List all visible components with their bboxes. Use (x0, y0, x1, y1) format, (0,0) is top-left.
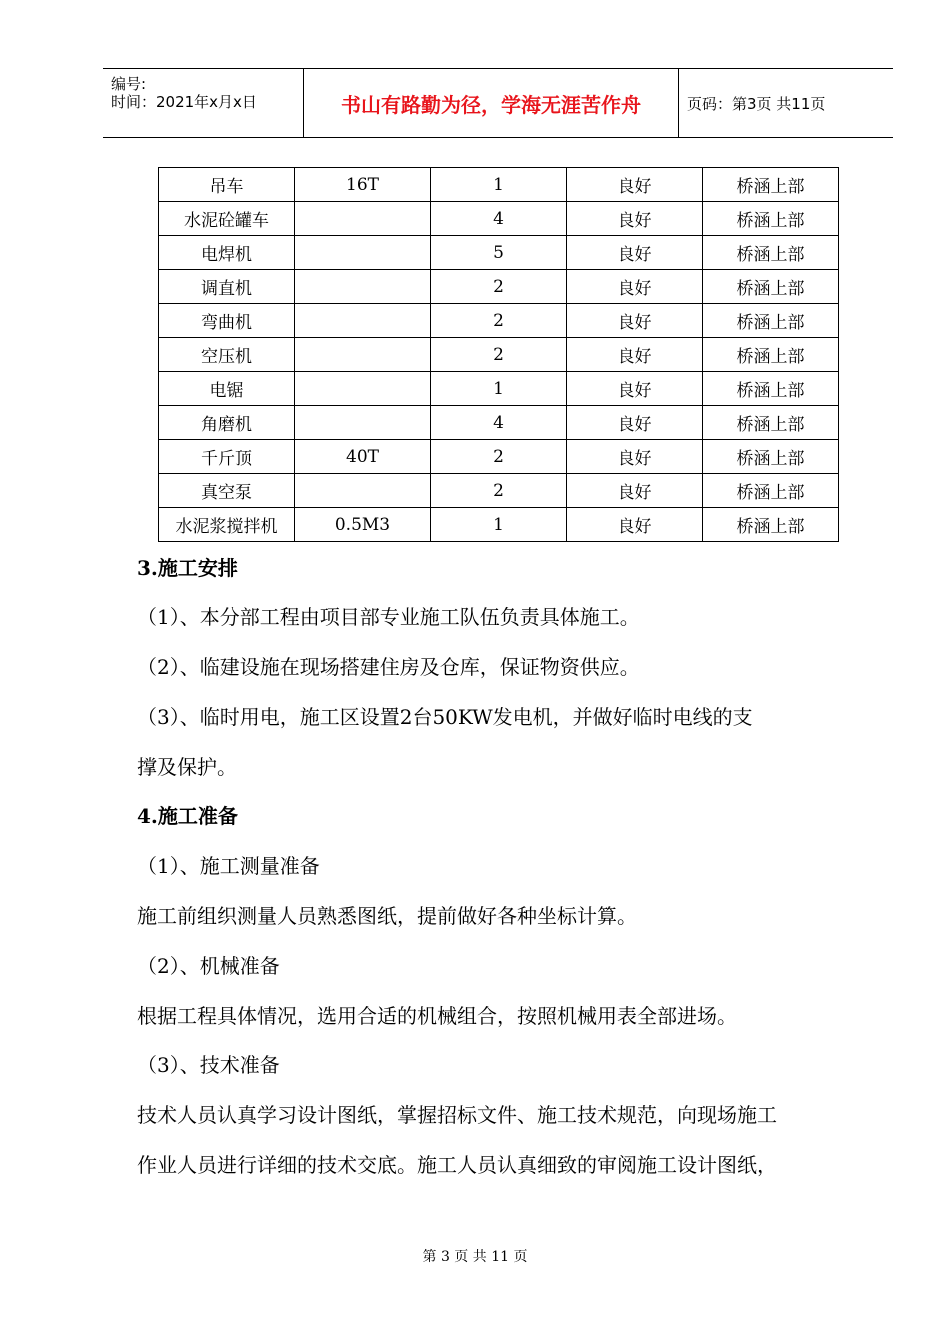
table-cell: 4 (431, 406, 567, 440)
table-cell: 桥涵上部 (703, 304, 839, 338)
section-4-text-1: 施工前组织测量人员熟悉图纸，提前做好各种坐标计算。 (137, 904, 637, 928)
table-cell: 空压机 (159, 338, 295, 372)
section-3-item-2: （2）、临建设施在现场搭建住房及仓库，保证物资供应。 (137, 655, 640, 679)
section-4-title: 4.施工准备 (137, 804, 238, 828)
table-cell: 良好 (567, 202, 703, 236)
table-cell (295, 406, 431, 440)
table-cell: 1 (431, 168, 567, 202)
section-4-text-3-line-1: 技术人员认真学习设计图纸，掌握招标文件、施工技术规范，向现场施工 (137, 1103, 777, 1127)
table-row (159, 202, 839, 236)
table-row (159, 440, 839, 474)
table-cell: 真空泵 (159, 474, 295, 508)
table-cell: 桥涵上部 (703, 372, 839, 406)
table-cell (295, 236, 431, 270)
table-cell: 良好 (567, 440, 703, 474)
table-cell: 40T (295, 440, 431, 474)
table-cell: 千斤顶 (159, 440, 295, 474)
table-cell: 桥涵上部 (703, 440, 839, 474)
table-cell (295, 202, 431, 236)
table-cell: 弯曲机 (159, 304, 295, 338)
table-cell: 0.5M3 (295, 508, 431, 542)
section-3-item-1: （1）、本分部工程由项目部专业施工队伍负责具体施工。 (137, 605, 640, 629)
table-cell: 桥涵上部 (703, 236, 839, 270)
table-cell: 良好 (567, 168, 703, 202)
table-cell: 良好 (567, 508, 703, 542)
table-cell (295, 474, 431, 508)
section-4-text-2: 根据工程具体情况，选用合适的机械组合，按照机械用表全部进场。 (137, 1004, 737, 1028)
header-page-cell (679, 69, 893, 137)
section-3-item-3-line-2: 撑及保护。 (137, 755, 237, 779)
table-cell: 5 (431, 236, 567, 270)
section-3-title: 3.施工安排 (137, 556, 238, 580)
document-time-label: 时间：2021年x月x日 (111, 93, 257, 111)
table-cell: 良好 (567, 304, 703, 338)
table-cell: 角磨机 (159, 406, 295, 440)
table-cell: 桥涵上部 (703, 338, 839, 372)
table-cell: 4 (431, 202, 567, 236)
section-4-sub-3: （3）、技术准备 (137, 1053, 280, 1077)
section-4-sub-1: （1）、施工测量准备 (137, 854, 320, 878)
table-cell: 2 (431, 474, 567, 508)
table-cell: 良好 (567, 372, 703, 406)
table-cell: 良好 (567, 236, 703, 270)
table-cell: 电焊机 (159, 236, 295, 270)
table-cell (295, 338, 431, 372)
table-cell: 16T (295, 168, 431, 202)
table-cell (295, 304, 431, 338)
header-motto: 书山有路勤为径，学海无涯苦作舟 (341, 92, 641, 117)
table-cell: 调直机 (159, 270, 295, 304)
section-4-sub-2: （2）、机械准备 (137, 954, 280, 978)
table-row (159, 406, 839, 440)
table-cell: 桥涵上部 (703, 474, 839, 508)
table-cell: 良好 (567, 270, 703, 304)
table-row (159, 508, 839, 542)
table-cell: 1 (431, 508, 567, 542)
table-cell (295, 270, 431, 304)
header-page-label: 页码：第3页 共11页 (687, 94, 826, 113)
table-row (159, 304, 839, 338)
table-cell (295, 372, 431, 406)
table-row (159, 338, 839, 372)
section-3-item-3-line-1: （3）、临时用电，施工区设置2台50KW发电机，并做好临时电线的支 (137, 705, 753, 729)
table-cell: 桥涵上部 (703, 406, 839, 440)
table-cell: 2 (431, 440, 567, 474)
table-cell: 1 (431, 372, 567, 406)
table-cell: 2 (431, 338, 567, 372)
table-cell: 桥涵上部 (703, 202, 839, 236)
table-cell: 桥涵上部 (703, 168, 839, 202)
table-row (159, 236, 839, 270)
table-row (159, 270, 839, 304)
table-cell: 桥涵上部 (703, 508, 839, 542)
header-motto-cell (303, 69, 679, 137)
document-number-label: 编号: (111, 75, 147, 93)
table-cell: 良好 (567, 474, 703, 508)
table-cell: 2 (431, 304, 567, 338)
table-row (159, 474, 839, 508)
table-cell: 良好 (567, 338, 703, 372)
table-cell: 2 (431, 270, 567, 304)
page-footer: 第 3 页 共 11 页 (422, 1249, 528, 1265)
equipment-table (158, 167, 839, 542)
table-cell: 水泥浆搅拌机 (159, 508, 295, 542)
table-cell: 吊车 (159, 168, 295, 202)
table-cell: 良好 (567, 406, 703, 440)
table-row (159, 372, 839, 406)
table-cell: 电锯 (159, 372, 295, 406)
table-row (159, 168, 839, 202)
page-header (103, 68, 893, 138)
section-4-text-3-line-2: 作业人员进行详细的技术交底。施工人员认真细致的审阅施工设计图纸， (137, 1153, 777, 1177)
header-info (103, 69, 303, 137)
table-cell: 桥涵上部 (703, 270, 839, 304)
table-cell: 水泥砼罐车 (159, 202, 295, 236)
